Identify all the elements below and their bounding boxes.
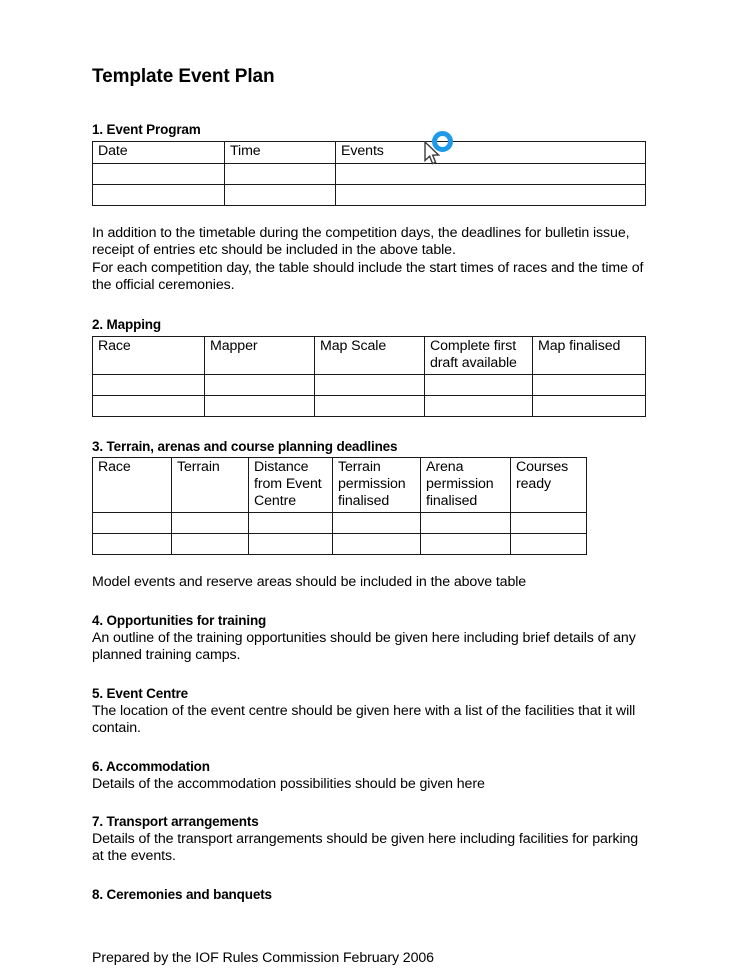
section-heading-transport-arrangements: 7. Transport arrangements [92,814,259,830]
table-row [93,141,646,163]
section-heading-ceremonies-and-banquets: 8. Ceremonies and banquets [92,886,272,902]
table-cell[interactable] [93,184,225,205]
table-row [93,534,587,555]
table-cell[interactable] [333,534,421,555]
section-heading-event-centre: 5. Event Centre [92,685,189,701]
table-cell[interactable] [511,513,587,534]
table-header-cell: Events [336,141,646,163]
table-cell[interactable] [315,395,425,416]
table-header-cell: Map finalised [533,336,646,374]
table-row [93,163,646,184]
document-body [92,0,648,967]
table-cell[interactable] [205,395,315,416]
table-cell[interactable] [172,513,249,534]
section-4-body: An outline of the training opportunities should be given here including brief details of any planned training camps. [92,629,636,664]
section-1-paragraph-2: For each competition day, the table should include the start times of races and the time of the official ceremonies. [92,259,644,294]
table-cell[interactable] [249,513,333,534]
table-cell[interactable] [533,395,646,416]
page-title: Template Event Plan [92,66,275,87]
table-header-cell: Courses ready [511,458,587,513]
table-row [93,374,646,395]
table-header-cell: Mapper [205,336,315,374]
table-cell[interactable] [421,513,511,534]
table-cell[interactable] [93,395,205,416]
table-cell[interactable] [333,513,421,534]
table-header-cell: Arena permission finalised [421,458,511,513]
table-cell[interactable] [533,374,646,395]
table-cell[interactable] [225,163,336,184]
table-row [93,184,646,205]
table-row [93,513,587,534]
table-header-cell: Race [93,458,172,513]
section-heading-mapping: 2. Mapping [92,316,161,332]
section-3-note: Model events and reserve areas should be included in the above table [92,574,527,591]
table-mapping [92,336,646,417]
section-1-paragraph-1: In addition to the timetable during the competition days, the deadlines for bulletin issue, receipt of entries etc should be included in the above table. [92,224,630,259]
table-cell[interactable] [511,534,587,555]
table-cell[interactable] [93,513,172,534]
section-heading-opportunities-for-training: 4. Opportunities for training [92,612,267,628]
table-cell[interactable] [336,163,646,184]
section-7-body: Details of the transport arrangements should be given here including facilities for parking at the events. [92,830,639,865]
table-header-cell: Date [93,141,225,163]
table-cell[interactable] [93,374,205,395]
table-cell[interactable] [225,184,336,205]
table-cell[interactable] [421,534,511,555]
table-cell[interactable] [425,395,533,416]
section-heading-event-program: 1. Event Program [92,121,201,137]
table-header-cell: Complete first draft available [425,336,533,374]
section-heading-accommodation: 6. Accommodation [92,758,210,774]
table-header-cell: Map Scale [315,336,425,374]
table-cell[interactable] [315,374,425,395]
table-cell[interactable] [93,534,172,555]
table-cell[interactable] [205,374,315,395]
table-cell[interactable] [336,184,646,205]
section-heading-terrain: 3. Terrain, arenas and course planning deadlines [92,438,398,454]
document-footer: Prepared by the IOF Rules Commission February 2006 [92,949,434,966]
table-header-cell: Distance from Event Centre [249,458,333,513]
table-cell[interactable] [425,374,533,395]
section-5-body: The location of the event centre should be given here with a list of the facilities that it will contain. [92,702,636,737]
table-cell[interactable] [249,534,333,555]
table-row [93,395,646,416]
table-event-program [92,141,646,206]
section-6-body: Details of the accommodation possibilities should be given here [92,775,485,792]
table-cell[interactable] [93,163,225,184]
table-terrain [92,457,587,555]
table-header-cell: Time [225,141,336,163]
table-header-cell: Race [93,336,205,374]
table-row [93,458,587,513]
table-header-cell: Terrain [172,458,249,513]
table-header-cell: Terrain permission finalised [333,458,421,513]
table-cell[interactable] [172,534,249,555]
table-row [93,336,646,374]
